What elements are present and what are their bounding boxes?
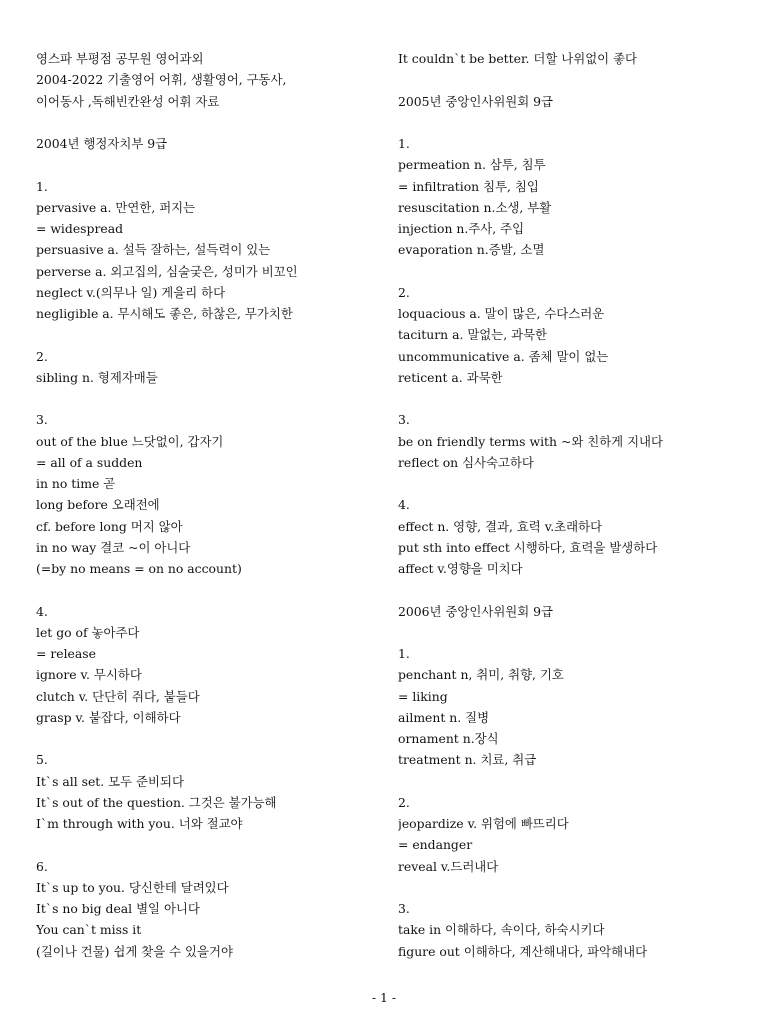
right-column-line: resuscitation n.소생, 부활 [398, 199, 552, 215]
right-column-line: put sth into effect 시행하다, 효력을 발생하다 [398, 539, 658, 555]
left-column-line: It`s up to you. 당신한테 달려있다 [36, 879, 229, 895]
right-column-line: effect n. 영향, 결과, 효력 v.초래하다 [398, 518, 603, 534]
left-column-line: 6. [36, 858, 48, 874]
left-column-line: It`s no big deal 별일 아니다 [36, 901, 200, 916]
left-column-line: let go of 놓아주다 [36, 624, 140, 640]
page-number: - 1 - [371, 990, 397, 1005]
left-column-line: 이어동사 ,독해빈칸완성 어휘 자료 [36, 93, 220, 109]
right-column-line: figure out 이해하다, 계산해내다, 파악해내다 [398, 943, 648, 959]
left-column-line: = widespread [36, 221, 124, 236]
right-column-line [398, 622, 743, 643]
left-column-line: (=by no means = on no account) [36, 561, 242, 576]
right-column-line [398, 112, 743, 133]
left-column [36, 48, 381, 962]
left-column-line [36, 728, 381, 749]
left-column-line: ignore v. 무시하다 [36, 667, 142, 683]
right-column-line: permeation n. 삼투, 침투 [398, 157, 546, 173]
right-column-line [398, 388, 743, 409]
right-column [398, 48, 743, 962]
right-column-line: 2006년 중앙인사위원회 9급 [398, 603, 554, 619]
left-column-line [36, 324, 381, 345]
right-column-line: penchant n, 취미, 취향, 기호 [398, 667, 564, 683]
left-column-line: 2. [36, 348, 48, 364]
right-column-line: loquacious a. 말이 많은, 수다스러운 [398, 306, 605, 321]
left-column-line: 1. [36, 178, 48, 194]
left-column-line: sibling n. 형제자매들 [36, 369, 158, 385]
left-column-line: cf. before long 머지 않아 [36, 518, 183, 534]
right-column-line: 1. [398, 136, 410, 151]
left-column-line: clutch v. 단단히 쥐다, 붙들다 [36, 688, 200, 704]
right-column-line [398, 771, 743, 792]
left-column-line: persuasive a. 설득 잘하는, 설득력이 있는 [36, 242, 271, 258]
left-column-line: grasp v. 붙잡다, 이해하다 [36, 709, 181, 725]
left-column-line: perverse a. 외고집의, 심술궂은, 성미가 비꼬인 [36, 263, 298, 279]
left-column-line: It`s out of the question. 그것은 불가능해 [36, 794, 277, 810]
right-column-line [398, 877, 743, 898]
right-column-line: = endanger [398, 837, 473, 853]
left-column-line: 4. [36, 603, 48, 619]
right-column-line: 3. [398, 412, 410, 428]
left-column-line: (길이나 건물) 쉽게 찾을 수 있을거야 [36, 943, 233, 959]
right-column-line: 2005년 중앙인사위원회 9급 [398, 93, 554, 109]
right-column-line: jeopardize v. 위험에 빠뜨리다 [398, 816, 569, 831]
left-column-line: neglect v.(의무나 일) 게을리 하다 [36, 284, 226, 300]
right-column-line: ailment n. 질병 [398, 709, 490, 725]
left-column-line: = release [36, 646, 96, 661]
left-column-line: 영스파 부평점 공무원 영어과외 [36, 51, 204, 66]
right-column-line: 2. [398, 794, 410, 810]
right-column-line: 1. [398, 646, 410, 661]
right-column-line: = liking [398, 688, 448, 704]
left-column-line: in no way 결코 ~이 아니다 [36, 539, 191, 555]
right-column-line [398, 473, 743, 494]
left-column-line: 5. [36, 752, 48, 768]
right-column-line: = infiltration 침투, 침입 [398, 178, 539, 194]
right-column-line: It couldn`t be better. 더할 나위없이 좋다 [398, 51, 638, 66]
left-column-line: long before 오래전에 [36, 497, 160, 513]
right-column-line: 2. [398, 284, 410, 300]
left-column-line: It`s all set. 모두 준비되다 [36, 773, 184, 789]
right-column-line [398, 261, 743, 282]
left-column-line: 3. [36, 412, 48, 428]
right-column-line: reticent a. 과묵한 [398, 369, 503, 385]
right-column-line: injection n.주사, 주입 [398, 221, 525, 236]
right-column-line: uncommunicative a. 좀체 말이 없는 [398, 348, 609, 364]
left-column-line [36, 154, 381, 175]
right-column-line [398, 579, 743, 600]
right-column-line: take in 이해하다, 속이다, 하숙시키다 [398, 922, 605, 938]
left-column-line: negligible a. 무시해도 좋은, 하찮은, 무가치한 [36, 306, 293, 321]
right-column-line [398, 69, 743, 90]
right-column-line: treatment n. 치료, 취급 [398, 752, 537, 768]
right-column-line: taciturn a. 말없는, 과묵한 [398, 327, 548, 343]
right-column-line: affect v.영향을 미치다 [398, 561, 523, 576]
left-column-line: pervasive a. 만연한, 퍼지는 [36, 199, 196, 215]
right-column-line: reveal v.드러내다 [398, 858, 499, 874]
left-column-line [36, 388, 381, 409]
left-column-line [36, 112, 381, 133]
left-column-line: out of the blue 느닷없이, 갑자기 [36, 433, 224, 449]
left-column-line: 2004-2022 기출영어 어휘, 생활영어, 구동사, [36, 72, 287, 88]
right-column-line: evaporation n.증발, 소멸 [398, 242, 545, 258]
right-column-line: be on friendly terms with ~와 친하게 지내다 [398, 433, 663, 449]
right-column-line: ornament n.장식 [398, 731, 499, 746]
left-column-line [36, 834, 381, 855]
right-column-line: reflect on 심사숙고하다 [398, 454, 534, 470]
right-column-line: 3. [398, 901, 410, 916]
left-column-line: I`m through with you. 너와 절교야 [36, 816, 243, 831]
left-column-line: = all of a sudden [36, 454, 143, 470]
left-column-line [36, 579, 381, 600]
left-column-line: in no time 곧 [36, 476, 116, 491]
left-column-line: 2004년 행정자치부 9급 [36, 136, 168, 151]
right-column-line: 4. [398, 497, 410, 513]
left-column-line: You can`t miss it [36, 922, 142, 938]
